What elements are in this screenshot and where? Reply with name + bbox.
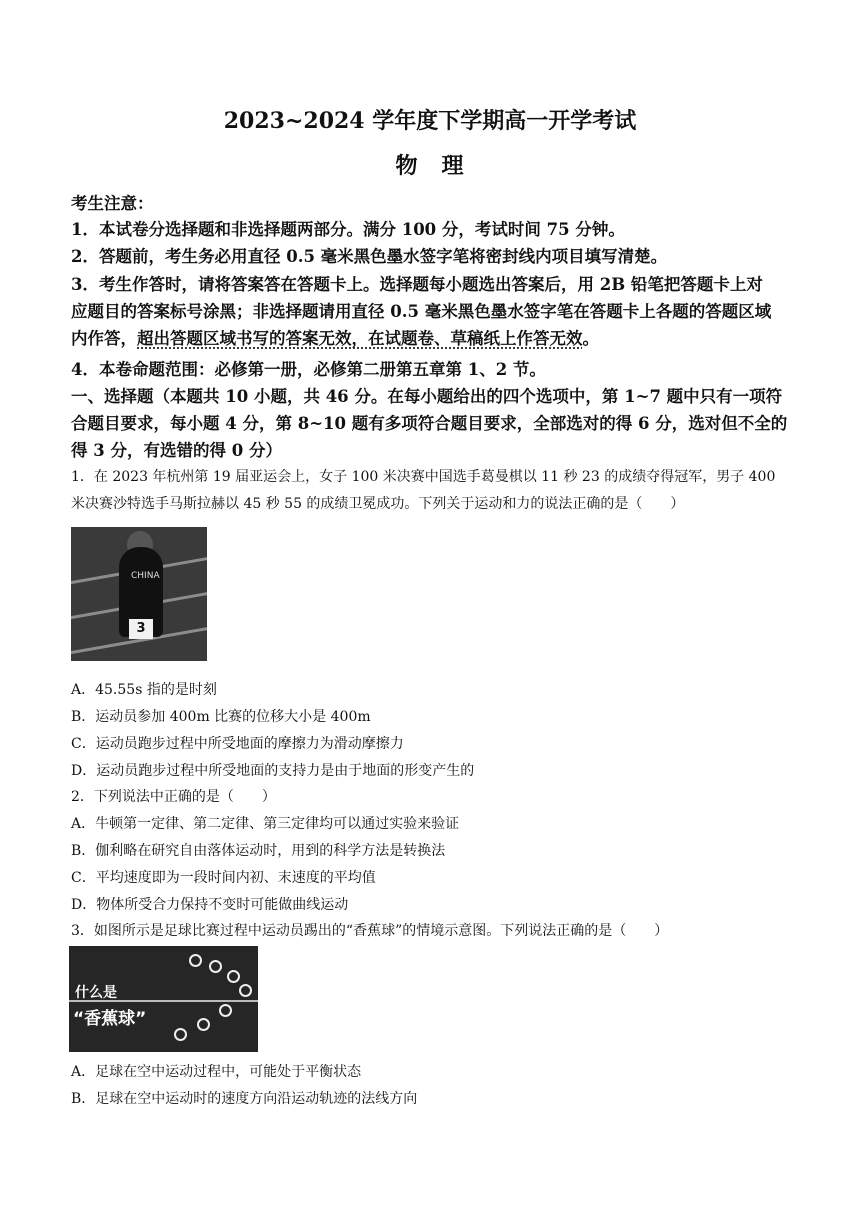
ball-trajectory-point xyxy=(239,984,252,997)
runner-photo xyxy=(71,527,207,661)
jersey-text: CHINA xyxy=(131,571,160,581)
ball-trajectory-point xyxy=(174,1028,187,1041)
q3-stem: 3．如图所示是足球比赛过程中运动员踢出的“香蕉球”的情境示意图。下列说法正确的是（ ） xyxy=(71,923,669,939)
notice-item-3-text-a: 内作答， xyxy=(71,329,137,348)
banana-kick-photo xyxy=(69,946,258,1052)
q2-stem: 2．下列说法中正确的是（ ） xyxy=(71,789,276,805)
q2-option-d: D．物体所受合力保持不变时可能做曲线运动 xyxy=(71,897,349,913)
q1-option-d: D．运动员跑步过程中所受地面的支持力是由于地面的形变产生的 xyxy=(71,763,475,779)
section-1-line-2: 合题目要求，每小题 4 分，第 8~10 题有多项符合题目要求，全部选对的得 6 分，选对但不全的 xyxy=(71,414,788,433)
notice-item-1: 1．本试卷分选择题和非选择题两部分。满分 100 分，考试时间 75 分钟。 xyxy=(71,220,625,239)
notice-item-3-line-3 xyxy=(71,325,599,349)
notice-item-3-line-2: 应题目的答案标号涂黑；非选择题请用直径 0.5 毫米黑色墨水签字笔在答题卡上各题的答题区域 xyxy=(71,302,772,321)
exam-title: 2023~2024 学年度下学期高一开学考试 xyxy=(223,108,637,134)
ball-trajectory-point xyxy=(219,1004,232,1017)
notice-heading: 考生注意： xyxy=(71,194,154,213)
notice-item-3-emphasis: 超出答题区域书写的答案无效，在试题卷、草稿纸上作答无效 xyxy=(137,329,583,348)
ball-trajectory-point xyxy=(189,954,202,967)
ball-trajectory-point xyxy=(197,1018,210,1031)
notice-item-4: 4．本卷命题范围：必修第一册，必修第二册第五章第 1、2 节。 xyxy=(71,360,546,379)
notice-item-2: 2．答题前，考生务必用直径 0.5 毫米黑色墨水签字笔将密封线内项目填写清楚。 xyxy=(71,247,668,266)
q1-stem-line-1: 1．在 2023 年杭州第 19 届亚运会上，女子 100 米决赛中国选手葛曼棋以 11 秒 23 的成绩夺得冠军，男子 400 xyxy=(71,469,776,485)
q1-stem-line-2: 米决赛沙特选手马斯拉赫以 45 秒 55 的成绩卫冕成功。下列关于运动和力的说法正确的是（ ） xyxy=(71,496,685,512)
subject-title: 物 理 xyxy=(395,153,465,179)
q1-option-c: C．运动员跑步过程中所受地面的摩擦力为滑动摩擦力 xyxy=(71,736,404,752)
q3-option-b: B．足球在空中运动时的速度方向沿运动轨迹的法线方向 xyxy=(71,1091,418,1107)
ball-trajectory-point xyxy=(209,960,222,973)
q2-option-a: A．牛顿第一定律、第二定律、第三定律均可以通过实验来验证 xyxy=(71,816,460,832)
q2-option-b: B．伽利略在研究自由落体运动时，用到的科学方法是转换法 xyxy=(71,843,446,859)
q3-option-a: A．足球在空中运动过程中，可能处于平衡状态 xyxy=(71,1064,362,1080)
bib-number: 3 xyxy=(129,619,153,639)
section-1-line-1: 一、选择题（本题共 10 小题，共 46 分。在每小题给出的四个选项中，第 1~7 题中只有一项符 xyxy=(71,387,783,406)
photo-caption-line-2: “香蕉球” xyxy=(73,1009,147,1029)
section-1-line-3: 得 3 分，有选错的得 0 分） xyxy=(71,441,282,460)
ball-trajectory-point xyxy=(227,970,240,983)
q2-option-c: C．平均速度即为一段时间内初、末速度的平均值 xyxy=(71,870,376,886)
photo-caption-line-1: 什么是 xyxy=(75,985,117,1001)
q1-option-a: A．45.55s 指的是时刻 xyxy=(71,682,217,698)
q1-option-b: B．运动员参加 400m 比赛的位移大小是 400m xyxy=(71,709,371,725)
notice-item-3-text-c: 。 xyxy=(582,329,599,348)
notice-item-3-line-1: 3．考生作答时，请将答案答在答题卡上。选择题每小题选出答案后，用 2B 铅笔把答题卡上对 xyxy=(71,275,763,294)
